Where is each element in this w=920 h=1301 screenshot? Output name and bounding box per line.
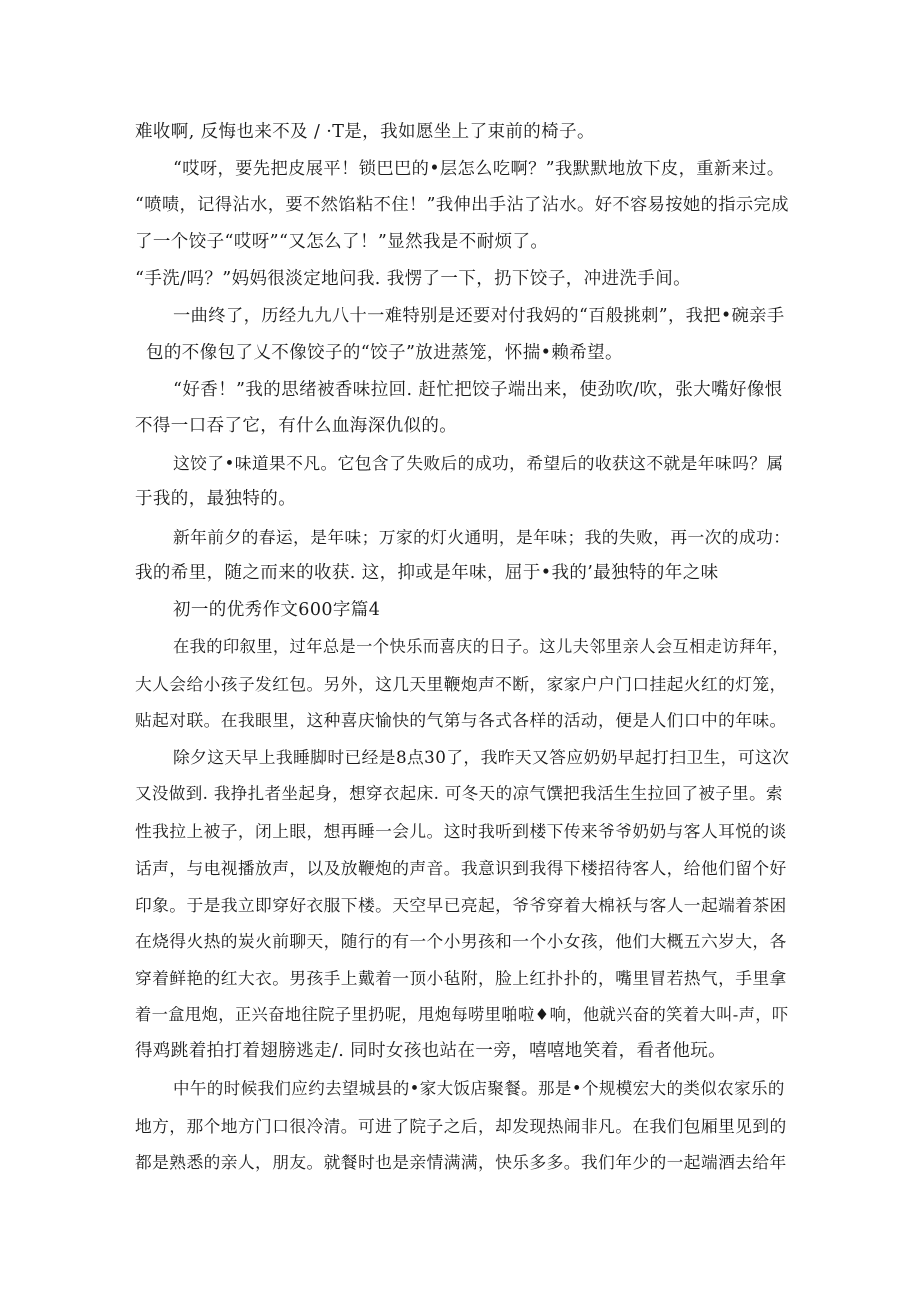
text-line: 话声，与电视播放声，以及放鞭炮的声音。我意识到我得下楼招待客人，给他们留个好 [135,858,787,878]
text-line: 不得一口吞了它，有什么血海深仇似的。 [135,416,458,436]
text-line: 在烧得火热的炭火前聊天，随行的有一个小男孩和一个小女孩，他们大概五六岁大，各 [135,931,787,951]
text-line: 除夕这天早上我睡脚时已经是8点30了，我昨天又答应奶奶早起打扫卫生，可这次 [173,747,790,767]
text-line: “手洗/吗？”妈妈很淡定地问我. 我愣了一下，扔下饺子，冲进洗手间。 [135,269,692,289]
text-line: 大人会给小孩子发红包。另外，这几天里鞭炮声不断，家家户户门口挂起火红的灯笼， [135,674,787,694]
text-line: 在我的印叙里，过年总是一个快乐而喜庆的日子。这儿夫邻里亲人会互相走访拜年， [173,637,790,656]
text-line: 印象。于是我立即穿好衣服下楼。天空早已亮起，爷爷穿着大棉袄与客人一起端着茶困 [135,895,787,915]
text-line: “哎呀，要先把皮展平！锁巴巴的•层怎么吃啊？”我默默地放下皮，重新来过。 [173,159,785,179]
text-line: 性我拉上被子，闭上眼，想再睡一会儿。这时我听到楼下传来爷爷奶奶与客人耳悦的谈 [135,821,787,841]
text-line: 我的希里，随之而来的收获. 这，抑或是年味，屈于•我的’最独特的年之味 [135,563,719,583]
text-line: 一曲终了，历经九九八十一难特别是还要对付我妈的“百般挑刺”，我把•碗亲手 [173,306,785,326]
text-line: 新年前夕的春运，是年味；万家的灯火通明，是年味；我的失败，再一次的成功： [173,527,791,547]
text-line: 包的不像包了乂不像饺子的“饺子”放进蒸笼，怀揣•赖希望。 [146,343,623,363]
text-line: 着一盒甩炮，正兴奋地往院子里扔呢，甩炮每唠里啪啦♦响，他就兴奋的笑着大叫-声，吓 [135,1005,789,1024]
text-line: 难收啊, 反悔也来不及 / ·T是，我如愿坐上了束前的椅子。 [135,122,595,142]
text-line: 都是熟悉的亲人，朋友。就餐时也是亲情满满，快乐多多。我们年少的一起端酒去给年 [135,1152,787,1172]
text-line: 又没做到. 我挣扎者坐起身，想穿衣起床. 可冬天的凉气馔把我活生生拉回了被子里。索 [135,784,783,803]
section-heading: 初一的优秀作文600字篇4 [173,600,381,620]
text-line: 得鸡跳着拍打着翅膀逃走/. 同时女孩也站在一旁，嘻嘻地笑着，看者他玩。 [135,1041,727,1061]
text-line: 这饺了•味道果不凡。它包含了失败后的成功，希望后的收获这不就是年味吗？属 [173,453,784,473]
text-line: 了一个饺子“哎呀”“又怎么了！”显然我是不耐烦了。 [135,232,549,252]
text-line: “好香！”我的思绪被香味拉回. 赶忙把饺子端出来，使劲吹/吹，张大嘴好像恨 [173,380,783,400]
text-line: 地方，那个地方门口很冷清。可进了院子之后，却发现热闹非凡。在我们包厢里见到的 [135,1116,787,1136]
text-line: 穿着鲜艳的红大衣。男孩手上戴着一顶小毡附，脸上红扑扑的，嘴里冒若热气，手里拿 [135,968,787,988]
text-line: 于我的，最独特的。 [135,489,297,509]
text-line: 贴起对联。在我眼里，这种喜庆愉快的气第与各式各样的活动，便是人们口中的年味。 [135,710,787,730]
text-line: 中午的时候我们应约去望城县的•家大饭店聚餐。那是•个规模宏大的类似农家乐的 [173,1079,785,1098]
text-line: “喷啧，记得沾水，要不然馅粘不住！”我伸出手沾了沾水。好不容易按她的指示完成 [135,195,789,215]
